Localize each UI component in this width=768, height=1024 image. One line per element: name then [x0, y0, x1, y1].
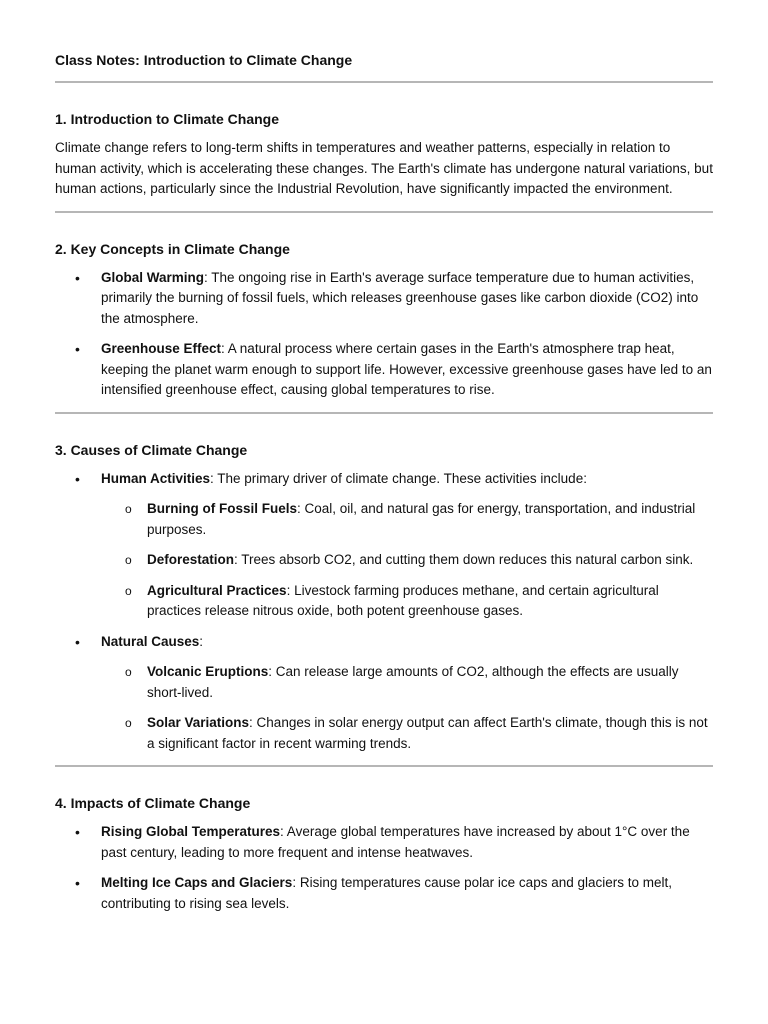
list-item-term: Melting Ice Caps and Glaciers: [101, 875, 293, 890]
impacts-list: [55, 822, 713, 914]
sub-list: [101, 499, 713, 622]
causes-list: [55, 469, 713, 755]
sub-list-item: [101, 662, 713, 703]
sub-list-item-term: Agricultural Practices: [147, 582, 287, 598]
list-item: [55, 822, 713, 863]
list-item-term: Human Activities: [101, 470, 211, 486]
sub-list-item: [101, 499, 713, 540]
sub-list-item-term: Deforestation: [147, 552, 235, 567]
section-heading: 3. Causes of Climate Change: [55, 441, 248, 458]
section-impacts: [55, 767, 713, 925]
list-item-term: Natural Causes: [101, 633, 200, 649]
list-item-text: :: [199, 633, 204, 649]
list-item: [55, 339, 713, 401]
sub-list: [101, 662, 713, 754]
sub-list-item-text: : Livestock farming produces methane, and certain agricultural practices release nitrous oxide, both potent greenhouse gases.: [147, 582, 659, 618]
section-introduction: [55, 83, 713, 211]
list-item: [55, 632, 713, 755]
sub-list-item: [101, 581, 713, 622]
list-item: [55, 268, 713, 330]
list-item-text: : A natural process where certain gases in the Earth's atmosphere trap heat, keeping the planet warm enough to support life. However, excessive greenhouse gases have led to an intensified greenhouse effect, causing global temperatures to rise.: [101, 341, 712, 397]
section-causes: [55, 414, 713, 766]
sub-list-item-text: : Can release large amounts of CO2, although the effects are usually short-lived.: [147, 664, 679, 700]
sub-list-item-text: : Changes in solar energy output can affect Earth's climate, though this is not a significant factor in recent warming trends.: [147, 715, 708, 751]
sub-list-item-term: Volcanic Eruptions: [147, 664, 269, 679]
sub-list-item-text: : Trees absorb CO2, and cutting them down reduces this natural carbon sink.: [234, 552, 694, 567]
list-item-text: : Rising temperatures cause polar ice caps and glaciers to melt, contributing to rising sea levels.: [101, 875, 673, 911]
sub-list-item-term: Solar Variations: [147, 715, 250, 730]
sub-list-item: [101, 550, 713, 571]
intro-paragraph: Climate change refers to long-term shifts in temperatures and weather patterns, especially in relation to human activity, which is accelerating these changes. The Earth's climate has undergone natural variations, but human actions, particularly since the Industrial Revolution, have significantly impacted the environment.: [55, 140, 713, 196]
list-item-text: : The ongoing rise in Earth's average surface temperature due to human activities, primarily the burning of fossil fuels, which releases greenhouse gases like carbon dioxide (CO2) into the atmosphere.: [101, 269, 699, 326]
section-heading: 2. Key Concepts in Climate Change: [55, 240, 290, 257]
list-item: [55, 469, 713, 622]
list-item-text: : Average global temperatures have increased by about 1°C over the past century, leading to more frequent and intense heatwaves.: [101, 824, 690, 860]
list-item: [55, 873, 713, 914]
section-heading: 4. Impacts of Climate Change: [55, 795, 251, 811]
sub-list-item: [101, 713, 713, 754]
sub-list-item-text: : Coal, oil, and natural gas for energy, transportation, and industrial purposes.: [147, 501, 696, 537]
list-item-term: Greenhouse Effect: [101, 341, 222, 356]
document-title: Class Notes: Introduction to Climate Change: [55, 52, 353, 68]
sub-list-item-term: Burning of Fossil Fuels: [147, 501, 298, 516]
list-item-text: : The primary driver of climate change. These activities include:: [210, 470, 587, 486]
concepts-list: [55, 268, 713, 401]
list-item-term: Rising Global Temperatures: [101, 824, 281, 839]
section-heading: 1. Introduction to Climate Change: [55, 111, 280, 127]
list-item-term: Global Warming: [101, 269, 205, 285]
section-key-concepts: [55, 213, 713, 412]
